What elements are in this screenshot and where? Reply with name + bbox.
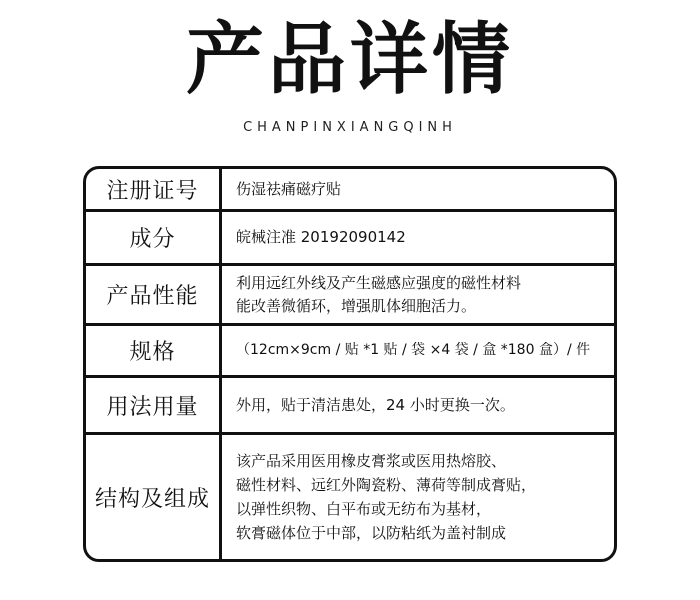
table-row-structure <box>86 435 614 559</box>
table-row-ingredients <box>86 212 614 266</box>
table-row-performance <box>86 266 614 326</box>
row-value-specification <box>222 326 614 375</box>
row-label-usage: 用法用量 <box>86 378 222 432</box>
row-label-performance: 产品性能 <box>86 266 222 323</box>
product-spec-table <box>83 166 617 562</box>
row-label-ingredients: 成分 <box>86 212 222 263</box>
row-value-text: 皖械注准 20192090142 <box>236 228 406 246</box>
row-value-text: 该产品采用医用橡皮膏浆或医用热熔胶、 磁性材料、远红外陶瓷粉、薄荷等制成膏贴， 以弹性织物、白平布或无纺布为基材， 软膏磁体位于中部，以防粘纸为盖衬制成 <box>236 452 537 542</box>
row-value-ingredients <box>222 212 614 263</box>
page-subtitle: CHANPINXIANGQINH <box>243 120 457 135</box>
table-row-specification <box>86 326 614 378</box>
row-value-registration <box>222 169 614 209</box>
row-label-registration: 注册证号 <box>86 169 222 209</box>
row-value-usage <box>222 378 614 432</box>
row-value-text: 伤湿祛痛磁疗贴 <box>236 179 342 198</box>
row-value-text: （12cm×9cm / 贴 *1 贴 / 袋 ×4 袋 / 盒 *180 盒）/ 件 <box>236 342 591 358</box>
row-value-text: 外用，贴于清洁患处，24 小时更换一次。 <box>236 395 515 414</box>
page-title: 产品详情 <box>185 15 514 105</box>
row-label-structure: 结构及组成 <box>86 435 222 559</box>
table-row-registration <box>86 169 614 212</box>
row-value-text: 利用远红外线及产生磁感应强度的磁性材料 能改善微循环，增强肌体细胞活力。 <box>236 273 522 315</box>
row-label-specification: 规格 <box>86 326 222 375</box>
row-value-structure <box>222 435 614 559</box>
row-value-performance <box>222 266 614 323</box>
table-row-usage <box>86 378 614 435</box>
